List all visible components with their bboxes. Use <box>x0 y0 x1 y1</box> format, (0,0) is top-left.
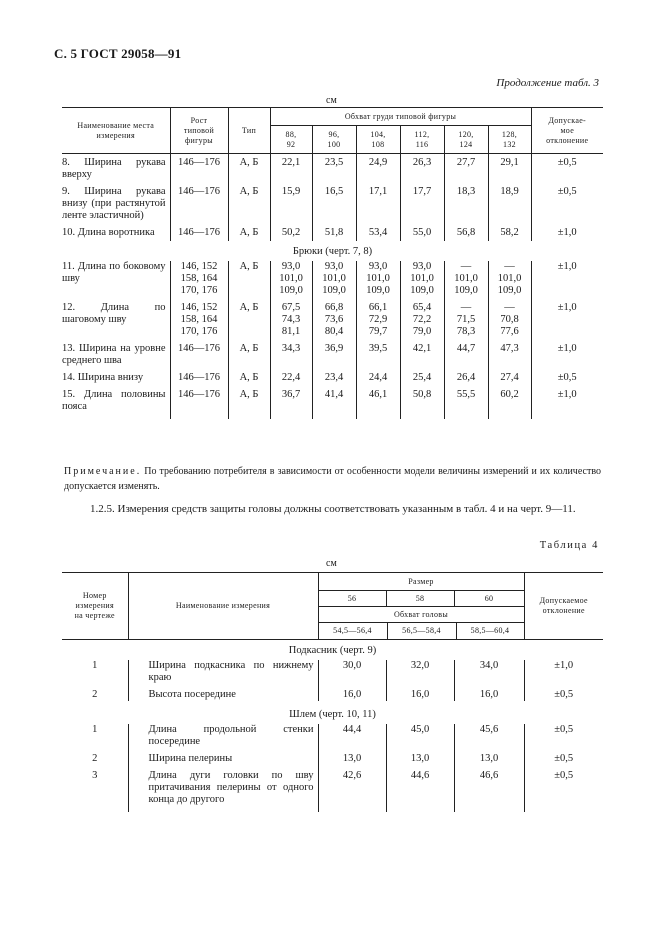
row-value: 25,4 <box>400 367 444 384</box>
table-3 <box>62 107 603 419</box>
row-num: 2 <box>62 748 128 765</box>
row-tip: А, Б <box>228 261 270 297</box>
row-value: 27,4 <box>488 367 531 384</box>
table-row <box>62 297 603 338</box>
row-value: 22,1 <box>270 154 312 182</box>
row-value: 93,0 101,0 109,0 <box>312 261 356 297</box>
row-value: 65,4 72,2 79,0 <box>400 297 444 338</box>
row-value: 17,7 <box>400 181 444 222</box>
row-name: 9. Ширина рукава внизу (при растянутой ленте эластичной) <box>62 181 170 222</box>
row-value: — 101,0 109,0 <box>488 261 531 297</box>
row-value: 41,4 <box>312 384 356 419</box>
row-value: 42,1 <box>400 338 444 367</box>
range-header: 56,5—58,4 <box>388 623 457 639</box>
row-value: 24,4 <box>356 367 400 384</box>
section-title: Подкасник (черт. 9) <box>288 645 377 656</box>
row-value: 36,7 <box>270 384 312 419</box>
row-value: 66,8 73,6 80,4 <box>312 297 356 338</box>
row-tip: А, Б <box>228 338 270 367</box>
size-header: 120, 124 <box>444 126 488 154</box>
section-title: Шлем (черт. 10, 11) <box>289 709 376 720</box>
table-row <box>62 748 603 765</box>
size-header: 88, 92 <box>270 126 312 154</box>
row-name: 14. Ширина внизу <box>62 367 170 384</box>
range-header: 58,5—60,4 <box>470 626 510 635</box>
row-value: 13,0 <box>386 748 454 765</box>
row-rost: 146—176 <box>170 367 228 384</box>
row-value: 16,0 <box>318 684 386 701</box>
row-name: 10. Длина воротника <box>62 222 170 241</box>
row-name: Ширина подкасника по нижнему краю <box>128 660 318 684</box>
row-rost: 146, 152 158, 164 170, 176 <box>170 297 228 338</box>
row-value: 93,0 101,0 109,0 <box>356 261 400 297</box>
row-rost: 146—176 <box>170 338 228 367</box>
row-dop: ±1,0 <box>557 261 577 272</box>
table-row <box>62 338 603 367</box>
size-header: 112, 116 <box>400 126 444 154</box>
range-header: 54,5—56,4 <box>319 623 388 639</box>
table-row <box>62 765 603 812</box>
row-value: — 101,0 109,0 <box>444 261 488 297</box>
row-value: 53,4 <box>356 222 400 241</box>
continuation-label: Продолжение табл. 3 <box>496 77 599 89</box>
row-dop: ±1,0 <box>557 302 577 313</box>
row-tip: А, Б <box>228 181 270 222</box>
table-row <box>62 684 603 701</box>
table-row <box>62 367 603 384</box>
col-header-dop: Допускаемое отклонение <box>524 573 603 640</box>
col-header-dop: Допускае- мое отклонение <box>531 108 603 154</box>
row-name: 15. Длина половины пояса <box>62 384 170 419</box>
size-header: 60 <box>454 591 524 607</box>
col-header-razmer: Размер <box>318 573 524 591</box>
table-4-label: Таблица 4 <box>539 540 599 551</box>
size-header: 104, 108 <box>356 126 400 154</box>
row-value: 44,6 <box>386 765 454 812</box>
row-value: 16,0 <box>454 684 524 701</box>
row-value: 47,3 <box>488 338 531 367</box>
row-name: Ширина пелерины <box>128 748 318 765</box>
row-dop: ±0,5 <box>557 157 577 168</box>
row-name: Высота посередине <box>128 684 318 701</box>
col-header-rost: Рост типовой фигуры <box>170 108 228 154</box>
table-row <box>62 660 603 684</box>
table-row <box>62 261 603 297</box>
row-value: 42,6 <box>318 765 386 812</box>
row-value: 22,4 <box>270 367 312 384</box>
row-value: 66,1 72,9 79,7 <box>356 297 400 338</box>
row-name: Длина дуги головки по шву притачивания пелерины от одного конца до другого <box>128 765 318 812</box>
row-rost: 146—176 <box>170 384 228 419</box>
row-value: 18,9 <box>488 181 531 222</box>
unit-label: см <box>326 558 337 569</box>
obhvat-header <box>318 607 524 640</box>
table-row <box>62 222 603 241</box>
row-dop: ±0,5 <box>554 770 574 781</box>
row-value: 60,2 <box>488 384 531 419</box>
row-dop: ±0,5 <box>554 724 574 735</box>
col-header-name: Наименование места измерения <box>62 108 170 154</box>
row-name: 13. Ширина на уровне среднего шва <box>62 338 170 367</box>
row-tip: А, Б <box>228 384 270 419</box>
table-4 <box>62 572 603 812</box>
col-header-obhvat: Обхват груди типовой фигуры <box>270 108 531 126</box>
row-value: 56,8 <box>444 222 488 241</box>
row-value: 34,3 <box>270 338 312 367</box>
row-value: 17,1 <box>356 181 400 222</box>
row-value: 26,3 <box>400 154 444 182</box>
row-value: 23,4 <box>312 367 356 384</box>
row-value: — 70,8 77,6 <box>488 297 531 338</box>
row-value: 24,9 <box>356 154 400 182</box>
table-row <box>62 154 603 182</box>
row-name: Длина продольной стенки посередине <box>128 724 318 748</box>
row-value: 15,9 <box>270 181 312 222</box>
col-header-name: Наименование измерения <box>128 573 318 640</box>
row-dop: ±0,5 <box>554 689 574 700</box>
row-value: 44,4 <box>318 724 386 748</box>
row-value: 36,9 <box>312 338 356 367</box>
row-num: 1 <box>62 660 128 684</box>
col-header-tip: Тип <box>228 108 270 154</box>
row-value: 46,1 <box>356 384 400 419</box>
row-value: 93,0 101,0 109,0 <box>270 261 312 297</box>
row-value: 51,8 <box>312 222 356 241</box>
row-value: 23,5 <box>312 154 356 182</box>
row-dop: ±1,0 <box>557 343 577 354</box>
row-value: 18,3 <box>444 181 488 222</box>
row-value: 55,0 <box>400 222 444 241</box>
row-num: 2 <box>62 684 128 701</box>
row-rost: 146—176 <box>170 181 228 222</box>
unit-label: см <box>326 95 337 106</box>
row-value: 45,0 <box>386 724 454 748</box>
paragraph-1-2-5: 1.2.5. Измерения средств защиты головы должны соответствовать указанным в табл. 4 и на черт. 9—11. <box>90 503 576 515</box>
row-value: 13,0 <box>318 748 386 765</box>
row-tip: А, Б <box>228 367 270 384</box>
row-rost: 146, 152 158, 164 170, 176 <box>170 261 228 297</box>
section-title: Брюки (черт. 7, 8) <box>292 246 373 257</box>
table-row <box>62 181 603 222</box>
row-value: 93,0 101,0 109,0 <box>400 261 444 297</box>
row-value: 16,0 <box>386 684 454 701</box>
row-value: 50,8 <box>400 384 444 419</box>
row-num: 1 <box>62 724 128 748</box>
row-dop: ±0,5 <box>557 186 577 197</box>
row-value: 55,5 <box>444 384 488 419</box>
table-row <box>62 724 603 748</box>
size-header: 96, 100 <box>312 126 356 154</box>
row-value: 44,7 <box>444 338 488 367</box>
row-value: 13,0 <box>454 748 524 765</box>
size-header: 128, 132 <box>488 126 531 154</box>
page-header: С. 5 ГОСТ 29058—91 <box>54 46 182 61</box>
row-dop: ±1,0 <box>554 660 574 671</box>
row-value: 50,2 <box>270 222 312 241</box>
row-rost: 146—176 <box>170 222 228 241</box>
size-header: 58 <box>386 591 454 607</box>
row-tip: А, Б <box>228 297 270 338</box>
row-value: 32,0 <box>386 660 454 684</box>
row-dop: ±0,5 <box>557 372 577 383</box>
row-value: 29,1 <box>488 154 531 182</box>
row-value: — 71,5 78,3 <box>444 297 488 338</box>
row-num: 3 <box>62 765 128 812</box>
row-value: 34,0 <box>454 660 524 684</box>
row-value: 58,2 <box>488 222 531 241</box>
col-header-num: Номер измерения на чертеже <box>62 573 128 640</box>
row-name: 11. Длина по боковому шву <box>62 261 170 297</box>
row-dop: ±1,0 <box>557 389 577 400</box>
row-rost: 146—176 <box>170 154 228 182</box>
row-value: 26,4 <box>444 367 488 384</box>
row-dop: ±0,5 <box>554 753 574 764</box>
row-value: 16,5 <box>312 181 356 222</box>
table-note: Примечание. По требованию потребителя в зависимости от особенности модели величины измерений и их количество допускается изменять. <box>64 466 601 492</box>
obhvat-label: Обхват головы <box>319 607 524 623</box>
table-row <box>62 384 603 419</box>
row-dop: ±1,0 <box>557 227 577 238</box>
row-value: 39,5 <box>356 338 400 367</box>
row-name: 12. Длина по шаговому шву <box>62 297 170 338</box>
row-name: 8. Ширина рукава вверху <box>62 154 170 182</box>
row-value: 46,6 <box>454 765 524 812</box>
row-value: 27,7 <box>444 154 488 182</box>
row-value: 30,0 <box>318 660 386 684</box>
row-tip: А, Б <box>228 154 270 182</box>
row-value: 67,5 74,3 81,1 <box>270 297 312 338</box>
row-tip: А, Б <box>228 222 270 241</box>
row-value: 45,6 <box>454 724 524 748</box>
size-header: 56 <box>318 591 386 607</box>
